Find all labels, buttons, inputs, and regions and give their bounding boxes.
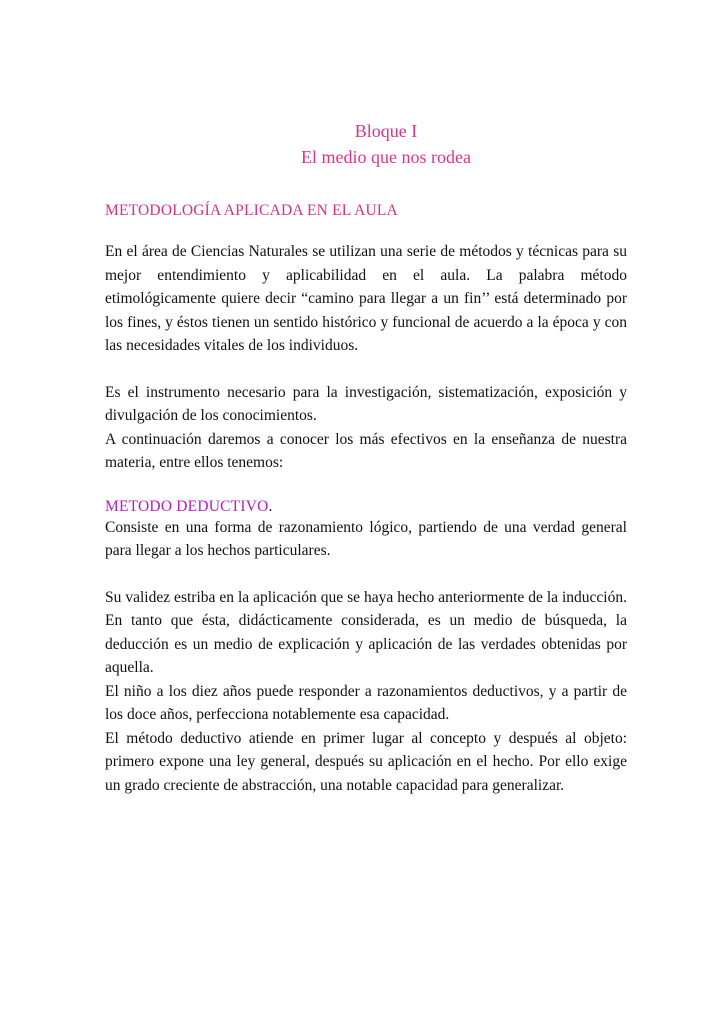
paragraph-intro: En el área de Ciencias Naturales se utilizan una serie de métodos y técnicas para su mejor entendimiento y aplicabilidad en el aula. La palabra método etimológicamente quiere decir “camino para llegar a un fin’’ está determinado por los fines, y éstos tienen un sentido histórico y funcional de acuerdo a la época y con las necesidades vitales de los individuos. (105, 243, 627, 354)
method-heading (105, 498, 627, 516)
paragraph-method-definition: Consiste en una forma de razonamiento lógico, partiendo de una verdad general para llegar a los hechos particulares. (105, 518, 627, 559)
document-page (105, 118, 627, 797)
block-title: Bloque I (354, 121, 418, 141)
block-subtitle: El medio que nos rodea (301, 147, 471, 167)
paragraph-method-validity: Su validez estriba en la aplicación que se haya hecho anteriormente de la inducción. En tanto que ésta, didácticamente considerada, es un medio de búsqueda, la deducción es un medio de explicación y aplicación de las verdades obtenidas por aquella. (105, 588, 627, 676)
paragraph-continuation: A continuación daremos a conocer los más efectivos en la enseñanza de nuestra materia, entre ellos tenemos: (105, 430, 627, 471)
method-heading-text: METODO DEDUCTIVO (105, 497, 269, 515)
paragraph-method-concept: El método deductivo atiende en primer lugar al concepto y después al objeto: primero expone una ley general, después su aplicación en el hecho. Por ello exige un grado creciente de abstracción, una notable capacidad para generalizar. (105, 729, 627, 794)
method-heading-punct: . (268, 497, 273, 515)
section-heading: METODOLOGÍA APLICADA EN EL AULA (105, 202, 398, 219)
paragraph-instrument: Es el instrumento necesario para la investigación, sistematización, exposición y divulgación de los conocimientos. (105, 383, 627, 424)
paragraph-method-child: El niño a los diez años puede responder a razonamientos deductivos, y a partir de los doce años, perfecciona notablemente esa capacidad. (105, 682, 627, 723)
